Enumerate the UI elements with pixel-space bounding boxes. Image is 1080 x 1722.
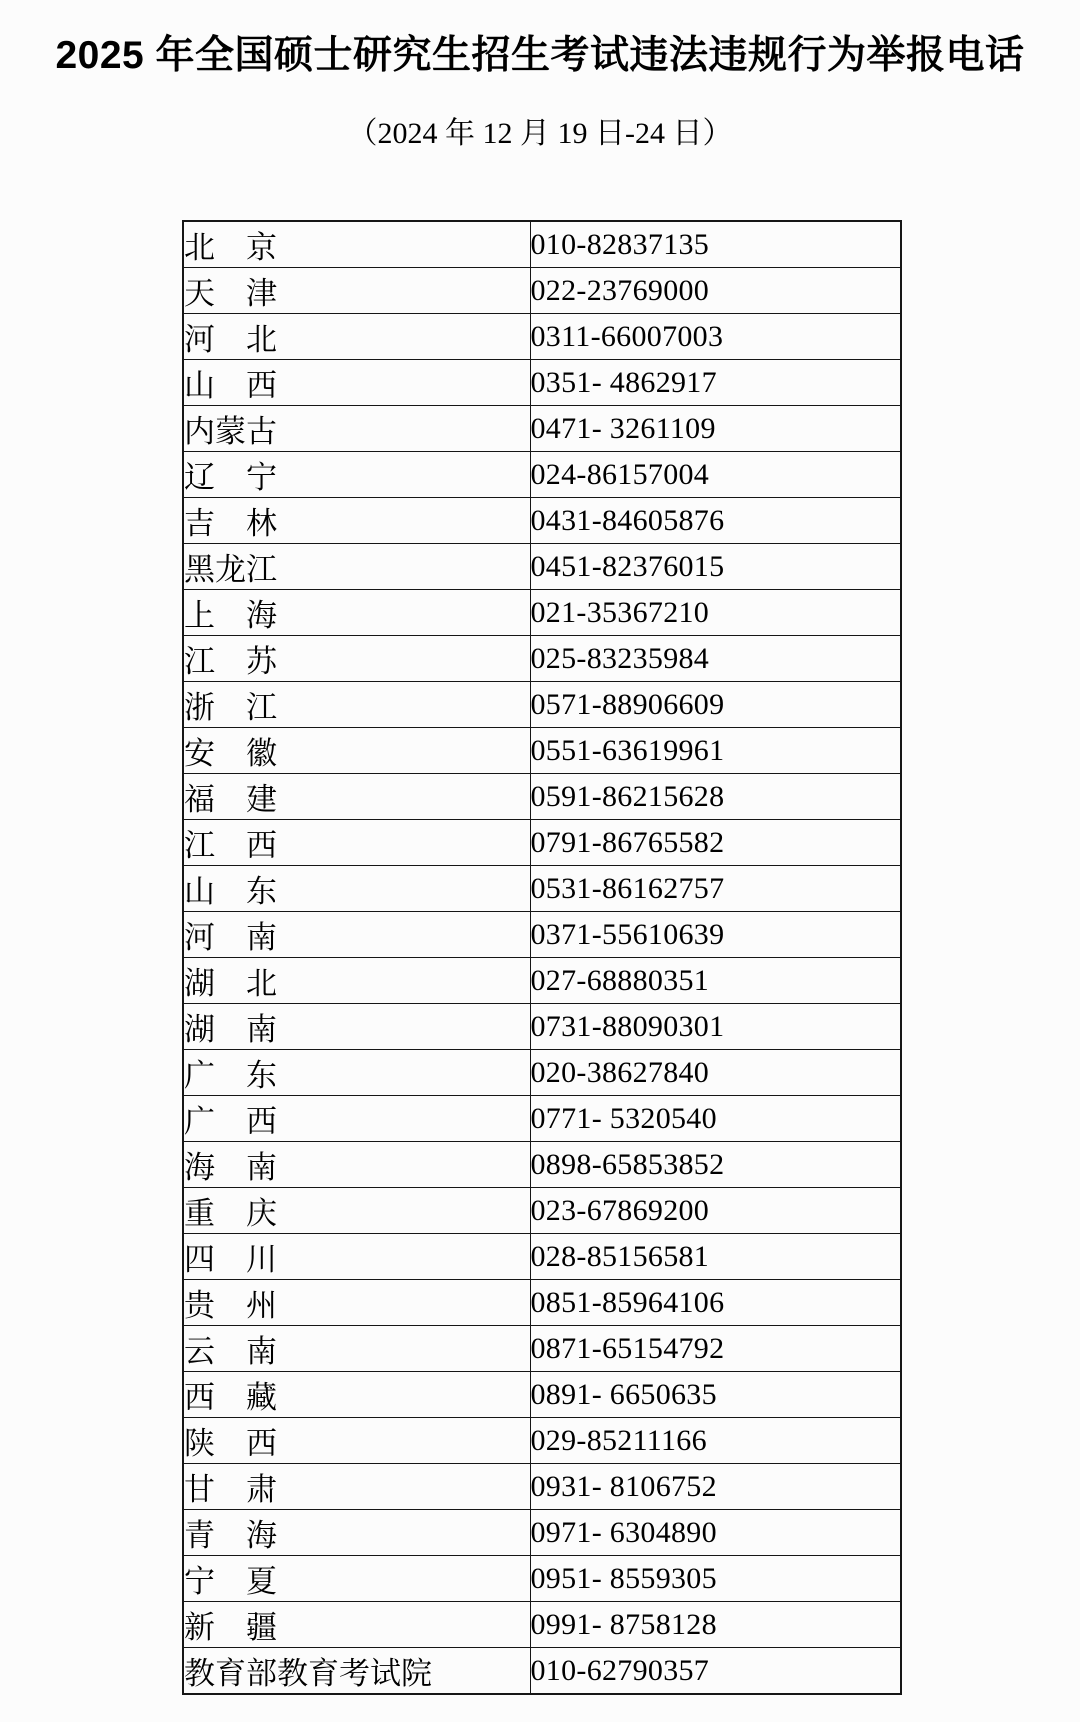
phone-cell: 0898-65853852 xyxy=(530,1142,901,1188)
phone-cell: 0531-86162757 xyxy=(530,866,901,912)
region-cell: 青 海 xyxy=(183,1510,530,1556)
table-row xyxy=(183,406,901,452)
region-cell: 内蒙古 xyxy=(183,406,530,452)
phone-cell: 0951- 8559305 xyxy=(530,1556,901,1602)
phone-cell: 0771- 5320540 xyxy=(530,1096,901,1142)
table-row xyxy=(183,1188,901,1234)
table-row xyxy=(183,1602,901,1648)
table-row xyxy=(183,268,901,314)
phone-cell: 0871-65154792 xyxy=(530,1326,901,1372)
region-cell: 云 南 xyxy=(183,1326,530,1372)
table-row xyxy=(183,1142,901,1188)
phone-cell: 0351- 4862917 xyxy=(530,360,901,406)
region-cell: 四 川 xyxy=(183,1234,530,1280)
region-cell: 江 苏 xyxy=(183,636,530,682)
table-row xyxy=(183,1234,901,1280)
region-cell: 湖 北 xyxy=(183,958,530,1004)
phone-cell: 029-85211166 xyxy=(530,1418,901,1464)
phone-cell: 0431-84605876 xyxy=(530,498,901,544)
phone-cell: 0891- 6650635 xyxy=(530,1372,901,1418)
region-cell: 浙 江 xyxy=(183,682,530,728)
phone-cell: 022-23769000 xyxy=(530,268,901,314)
phone-cell: 027-68880351 xyxy=(530,958,901,1004)
region-cell: 河 北 xyxy=(183,314,530,360)
table-row xyxy=(183,452,901,498)
table-row xyxy=(183,498,901,544)
phone-cell: 0931- 8106752 xyxy=(530,1464,901,1510)
table-row xyxy=(183,682,901,728)
table-row xyxy=(183,360,901,406)
phone-cell: 0791-86765582 xyxy=(530,820,901,866)
table-row xyxy=(183,728,901,774)
table-row xyxy=(183,866,901,912)
region-cell: 辽 宁 xyxy=(183,452,530,498)
phone-cell: 028-85156581 xyxy=(530,1234,901,1280)
phone-cell: 023-67869200 xyxy=(530,1188,901,1234)
phone-cell: 020-38627840 xyxy=(530,1050,901,1096)
phone-cell: 0471- 3261109 xyxy=(530,406,901,452)
region-cell: 吉 林 xyxy=(183,498,530,544)
phone-cell: 0591-86215628 xyxy=(530,774,901,820)
phone-cell: 0451-82376015 xyxy=(530,544,901,590)
phone-cell: 0991- 8758128 xyxy=(530,1602,901,1648)
table-row xyxy=(183,1464,901,1510)
region-cell: 西 藏 xyxy=(183,1372,530,1418)
region-cell: 湖 南 xyxy=(183,1004,530,1050)
phone-cell: 0551-63619961 xyxy=(530,728,901,774)
table-row xyxy=(183,820,901,866)
table-row xyxy=(183,314,901,360)
table-row xyxy=(183,1510,901,1556)
table-row xyxy=(183,1096,901,1142)
table-row xyxy=(183,221,901,268)
phone-cell: 0851-85964106 xyxy=(530,1280,901,1326)
region-cell: 陕 西 xyxy=(183,1418,530,1464)
table-row xyxy=(183,1648,901,1695)
report-phone-table-body xyxy=(183,221,901,1694)
region-cell: 江 西 xyxy=(183,820,530,866)
region-cell: 山 东 xyxy=(183,866,530,912)
page-subtitle: （2024 年 12 月 19 日-24 日） xyxy=(347,117,733,150)
table-row xyxy=(183,1556,901,1602)
region-cell: 上 海 xyxy=(183,590,530,636)
region-cell: 河 南 xyxy=(183,912,530,958)
table-row xyxy=(183,1418,901,1464)
table-row xyxy=(183,1280,901,1326)
page-title: 2025 年全国硕士研究生招生考试违法违规行为举报电话 xyxy=(55,34,1025,77)
region-cell: 新 疆 xyxy=(183,1602,530,1648)
region-cell: 天 津 xyxy=(183,268,530,314)
table-row xyxy=(183,958,901,1004)
phone-cell: 010-62790357 xyxy=(530,1648,901,1695)
table-row xyxy=(183,544,901,590)
table-row xyxy=(183,636,901,682)
table-row xyxy=(183,774,901,820)
region-cell: 广 西 xyxy=(183,1096,530,1142)
region-cell: 重 庆 xyxy=(183,1188,530,1234)
table-row xyxy=(183,590,901,636)
region-cell: 山 西 xyxy=(183,360,530,406)
phone-cell: 024-86157004 xyxy=(530,452,901,498)
region-cell: 北 京 xyxy=(183,221,530,268)
region-cell: 教育部教育考试院 xyxy=(183,1648,530,1695)
region-cell: 福 建 xyxy=(183,774,530,820)
region-cell: 安 徽 xyxy=(183,728,530,774)
phone-cell: 0571-88906609 xyxy=(530,682,901,728)
region-cell: 宁 夏 xyxy=(183,1556,530,1602)
phone-cell: 025-83235984 xyxy=(530,636,901,682)
phone-cell: 0731-88090301 xyxy=(530,1004,901,1050)
table-row xyxy=(183,1326,901,1372)
table-row xyxy=(183,912,901,958)
region-cell: 黑龙江 xyxy=(183,544,530,590)
table-row xyxy=(183,1372,901,1418)
region-cell: 甘 肃 xyxy=(183,1464,530,1510)
region-cell: 广 东 xyxy=(183,1050,530,1096)
phone-cell: 0371-55610639 xyxy=(530,912,901,958)
phone-cell: 0311-66007003 xyxy=(530,314,901,360)
phone-cell: 0971- 6304890 xyxy=(530,1510,901,1556)
report-phone-table xyxy=(182,220,902,1695)
phone-cell: 010-82837135 xyxy=(530,221,901,268)
table-row xyxy=(183,1050,901,1096)
phone-cell: 021-35367210 xyxy=(530,590,901,636)
region-cell: 贵 州 xyxy=(183,1280,530,1326)
table-row xyxy=(183,1004,901,1050)
region-cell: 海 南 xyxy=(183,1142,530,1188)
